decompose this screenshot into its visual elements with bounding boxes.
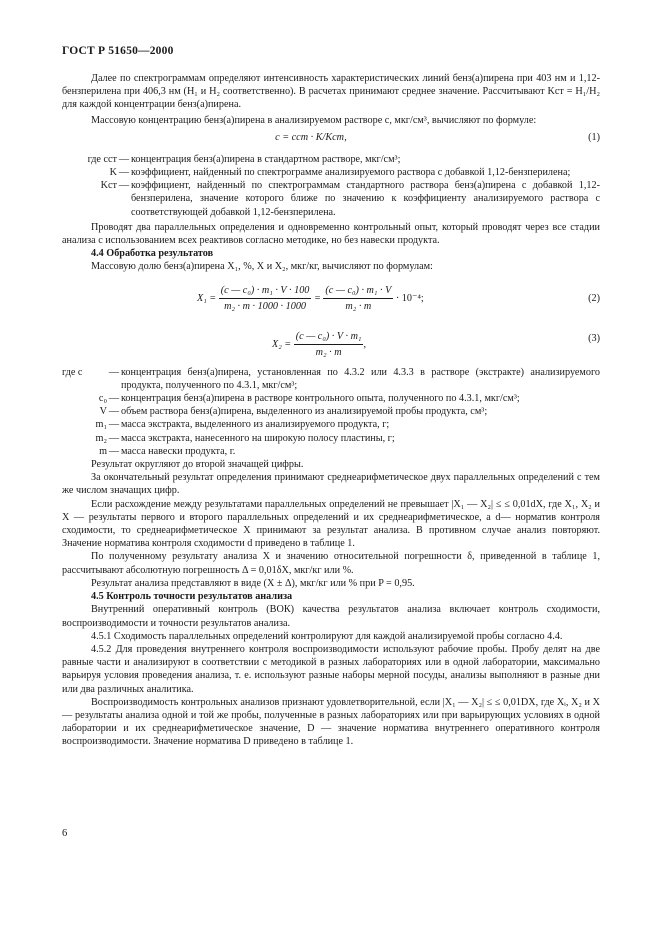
section-heading: 4.5 Контроль точности результатов анализа — [91, 591, 293, 603]
formula-2 — [62, 278, 600, 322]
fraction — [219, 284, 312, 313]
fraction-numerator: (c — c₀) · m₁ · V — [323, 284, 393, 299]
definition-term: где c — [62, 366, 83, 378]
formula-lhs: X₂ = — [272, 338, 292, 350]
paragraph: Если расхождение между результатами параллельных определений не превышает |X₁ — X₂| ≤ ≤ 0,01dX, где X₁, X₂ и X — результаты первого и второго параллельных определений и их среднеарифметическое, а d— норматив контроля сходимости, то среднеарифметическое X принимают за результат анализа. В противном случае анализ повторяют. Значение норматива контроля сходимости d приведено в таблице 1. — [62, 498, 600, 550]
fraction — [323, 284, 393, 313]
fraction-denominator: m₂ · m — [345, 300, 372, 312]
paragraph: 4.5.2 Для проведения внутреннего контроля воспроизводимости используют рабочие пробы. Пробу делят на две равные части и анализируют в соответствии с методикой в разных лабораториях или в одной лаборатории, максимально варьируя условия проведения анализа, т. е. используют разные наборы мерной посуды, анализы выполняют в разные дни или два различных аналитика. — [62, 643, 600, 695]
section-heading: 4.4 Обработка результатов — [91, 248, 214, 260]
definition-item: V — объем раствора бенз(а)пирена, выделенного из анализируемой пробы продукта, см³; — [62, 405, 600, 418]
definition-item: m — масса навески продукта, г. — [62, 445, 600, 458]
paragraph: За окончательный результат определения принимают среднеарифметическое двух параллельных определений с тем же числом значащих цифр. — [62, 472, 600, 497]
definition-term: c₀ — [98, 393, 107, 405]
definition-text: концентрация бенз(а)пирена в стандартном растворе, мкг/см³; — [131, 153, 401, 165]
definition-text: масса навески продукта, г. — [121, 445, 236, 457]
definition-item: m₁ — масса экстракта, выделенного из анализируемого продукта, г; — [62, 418, 600, 431]
formula-tail: , — [363, 338, 367, 350]
fraction-numerator: (c — c₀) · m₁ · V · 100 — [219, 284, 312, 299]
definition-text: концентрация бенз(а)пирена, установленная по 4.3.2 или 4.3.3 в растворе (экстракте) анализируемого продукта, полученного по 4.3.1, мкг/см³; — [121, 366, 600, 391]
paragraph: 4.5.1 Сходимость параллельных определений контролируют для каждой анализируемой пробы согласно 4.4. — [91, 630, 563, 642]
definition-text: концентрация бенз(а)пирена в растворе контрольного опыта, полученного по 4.3.1, мкг/см³; — [121, 393, 520, 405]
definition-item: c₀ — концентрация бенз(а)пирена в растворе контрольного опыта, полученного по 4.3.1, мкг/см³; — [62, 392, 600, 405]
definition-text: масса экстракта, нанесенного на широкую полосу пластины, г; — [121, 432, 395, 444]
formula-tail: · 10⁻⁴; — [395, 292, 424, 304]
formula-number: (1) — [588, 131, 600, 143]
formula-expression: c = cст · K/Kст, — [275, 131, 347, 143]
definition-list-2 — [62, 366, 600, 458]
paragraph: Проводят два параллельных определения и одновременно контрольный опыт, который проводят через все стадии анализа с использованием всех реактивов согласно методике, но без навески продукта. — [62, 221, 600, 247]
definition-list-1 — [62, 153, 600, 219]
definition-term: m — [99, 445, 107, 457]
definition-item: где c — концентрация бенз(а)пирена, установленная по 4.3.2 или 4.3.3 в растворе (экстракте) анализируемого продукта, полученного по 4.3.1, мкг/см³; — [62, 366, 600, 391]
paragraph: Внутренний оперативный контроль (ВОК) качества результатов анализа включает контроль сходимости, воспроизводимости и точности результатов анализа. — [62, 604, 600, 629]
definition-term: V — [99, 406, 107, 418]
definition-term: Kст — [100, 180, 117, 192]
paragraph: Массовую концентрацию бенз(а)пирена в анализируемом растворе c, мкг/см³, вычисляют по формуле: — [91, 114, 537, 126]
definition-item: где cст — концентрация бенз(а)пирена в стандартном растворе, мкг/см³; — [62, 153, 600, 166]
paragraph: Далее по спектрограммам определяют интенсивность характеристических линий бенз(а)пирена при 403 нм и 1,12-бензперилена при 406,3 нм (H₁ и H₂ соответственно). В расчетах принимают среднее значение. Рассчитывают Kст = H₁/H₂ для каждой концентрации бенз(а)пирена. — [62, 73, 600, 111]
definition-term: K — [109, 167, 117, 179]
definition-term: m₁ — [95, 419, 107, 431]
fraction-denominator: m₂ · m — [315, 346, 342, 358]
fraction — [294, 330, 367, 359]
formula-equals: = — [313, 292, 321, 304]
formula-3 — [62, 324, 600, 366]
page-number: 6 — [62, 828, 68, 839]
formula-number: (2) — [588, 292, 600, 304]
formula-number: (3) — [588, 332, 600, 344]
document-body — [62, 72, 600, 749]
fraction-numerator: (c — c₀) · V · m₁ — [294, 330, 364, 345]
definition-text: коэффициент, найденный по спектрограмме анализируемого раствора с добавкой 1,12-бензперилена; — [131, 167, 571, 179]
fraction-denominator: m₂ · m · 1000 · 1000 — [224, 300, 307, 312]
definition-text: объем раствора бенз(а)пирена, выделенного из анализируемой пробы продукта, см³; — [121, 406, 488, 418]
document-header: ГОСТ Р 51650—2000 — [62, 45, 174, 57]
paragraph: Воспроизводимость контрольных анализов признают удовлетворительной, если |X₁ — X₂| ≤ ≤ 0,01DX, где Xᵢ, X₂ и X — результаты анализа одной и той же пробы, полученные в разных лабораториях или при варьирующих условиях в одной лаборатории и их среднеарифметическое значение, D — значение норматива внутреннего оперативного контроля воспроизводимости. Значение норматива D приведено в таблице 1. — [62, 696, 600, 748]
definition-text: масса экстракта, выделенного из анализируемого продукта, г; — [121, 419, 390, 431]
paragraph: Результат округляют до второй значащей цифры. — [91, 459, 304, 471]
definition-item: Kст — коэффициент, найденный по спектрограммам стандартного раствора бенз(а)пирена с добавкой 1,12-бензперилена, значение которого ближе по значению к коэффициенту анализируемого раствора с соответствующей добавкой 1,12-бензперилена. — [62, 179, 600, 219]
definition-text: коэффициент, найденный по спектрограммам стандартного раствора бенз(а)пирена с добавкой 1,12-бензперилена, значение которого ближе по значению к коэффициенту анализируемого раствора с соответствующей добавкой 1,12-бензперилена. — [131, 180, 600, 218]
formula-lhs: X₁ = — [197, 292, 217, 304]
definition-term: m₂ — [95, 432, 107, 444]
paragraph: Результат анализа представляют в виде (X ± Δ), мкг/кг или % при P = 0,95. — [91, 577, 415, 589]
definition-term: где cст — [87, 153, 117, 165]
definition-item: m₂ — масса экстракта, нанесенного на широкую полосу пластины, г; — [62, 432, 600, 445]
formula-1 — [62, 127, 600, 153]
definition-item: K — коэффициент, найденный по спектрограмме анализируемого раствора с добавкой 1,12-бензперилена; — [62, 166, 600, 179]
paragraph: Массовую долю бенз(а)пирена X₁, %, X и X₂, мкг/кг, вычисляют по формулам: — [91, 261, 433, 273]
paragraph: По полученному результату анализа X и значению относительной погрешности δ, приведенной в таблице 1, рассчитывают абсолютную погрешность Δ = 0,01δX, мкг/кг или %. — [62, 551, 600, 576]
